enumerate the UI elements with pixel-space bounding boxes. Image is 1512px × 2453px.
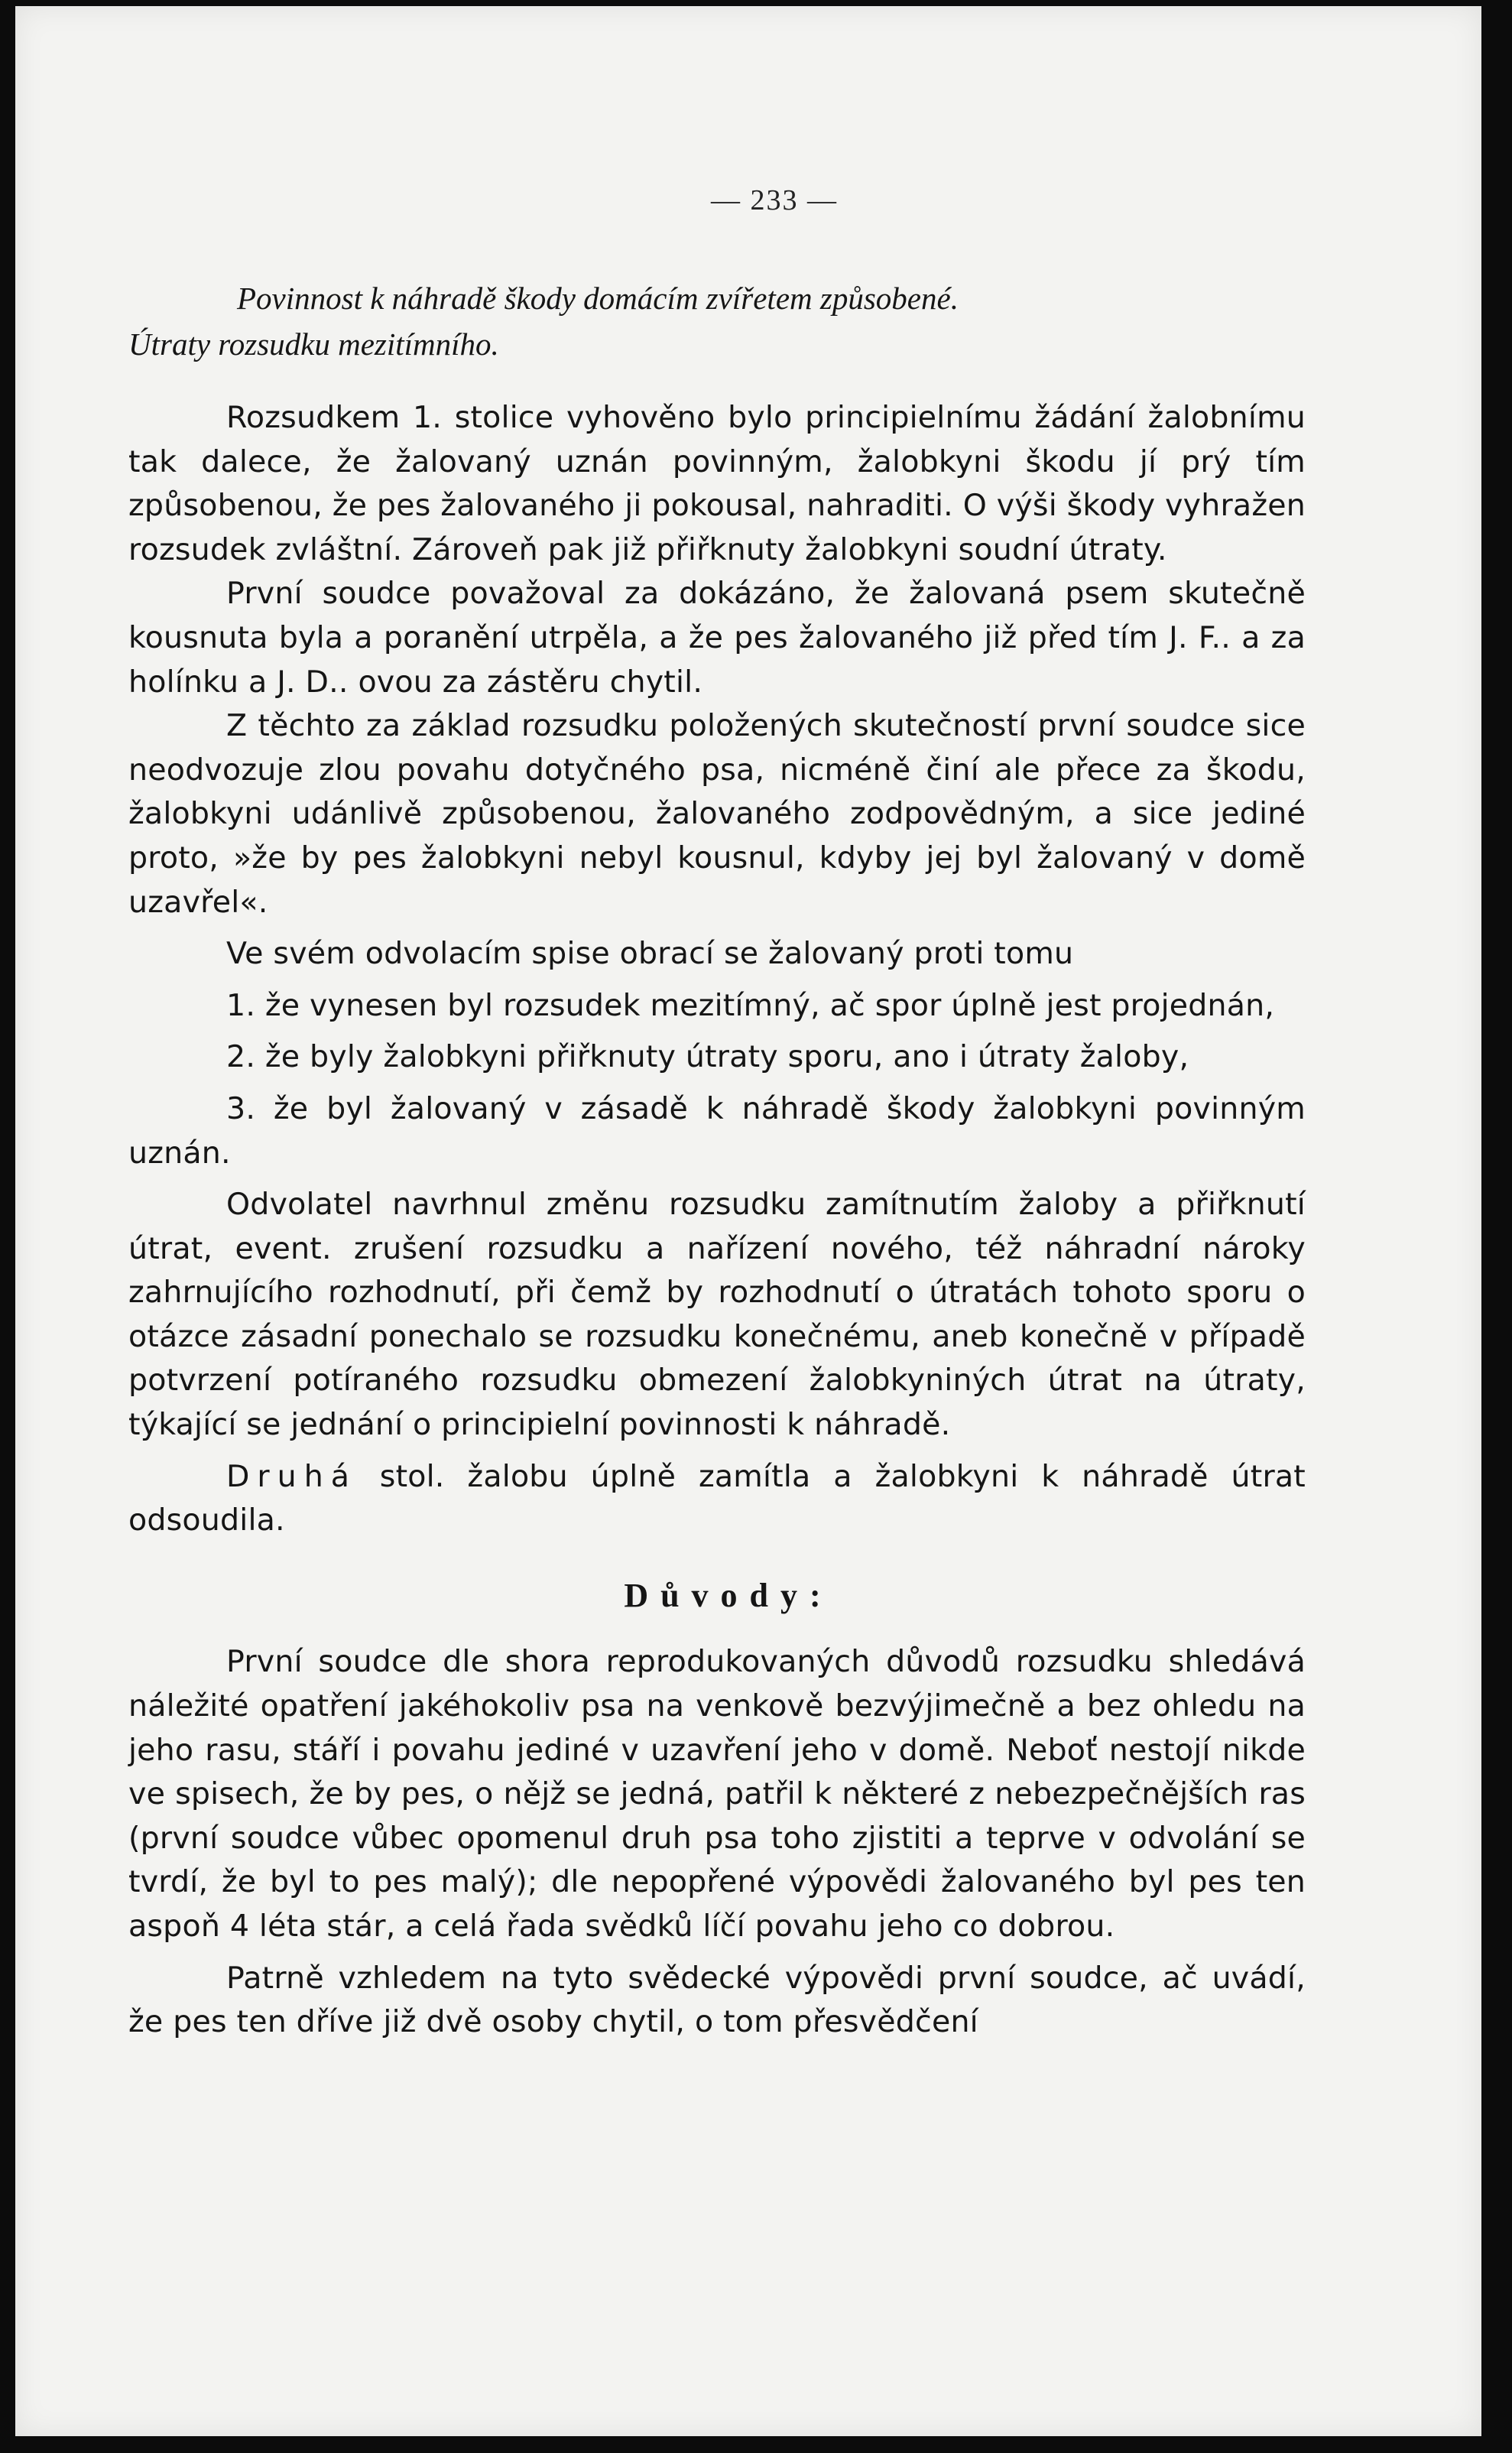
list-item: 3. že byl žalovaný v zásadě k náhradě škody žalobkyni povinným uznán. (128, 1090, 1306, 1171)
list-item: 1. že vynesen byl rozsudek mezitímný, ač spor úplně jest projednán, (226, 987, 1275, 1023)
paragraph: Rozsudkem 1. stolice vyhověno bylo principielnímu žádání žalobnímu tak dalece, že žalovaný uznán povinným, žalobkyni škodu jí prý tím způsobenou, že pes žalovaného ji pokousal, nahraditi. O výši škody vyhražen rozsudek zvláštní. Zároveň pak již přiřknuty žalobkyni soudní útraty. (128, 400, 1306, 567)
page-number: — 233 — (711, 184, 838, 216)
paragraph: První soudce dle shora reprodukovaných důvodů rozsudku shledává náležité opatření jakéhokoliv psa na venkově bezvýjimečně a bez ohledu na jeho rasu, stáří i povahu jediné v uzavření jeho v domě. Neboť nestojí nikde ve spisech, že by pes, o nějž se jedná, patřil k některé z nebezpečnějších ras (první soudce vůbec opomenul druh psa toho zjistiti a teprve v odvolání se tvrdí, že byl to pes malý); dle nepopřené výpovědi žalovaného byl pes ten aspoň 4 léta stár, a celá řada svědků líčí povahu jeho co dobrou. (128, 1644, 1306, 1944)
article-heading (128, 275, 1306, 367)
spaced-word: Druhá (226, 1458, 357, 1494)
list-item: 2. že byly žalobkyni přiřknuty útraty sporu, ano i útraty žaloby, (226, 1039, 1189, 1075)
heading-line-2: Útraty rozsudku mezitímního. (128, 327, 499, 362)
heading-line-1: Povinnost k náhradě škody domácím zvířetem způsobené. (237, 281, 959, 316)
paragraph: První soudce považoval za dokázáno, že žalovaná psem skutečně kousnuta byla a poranění utrpěla, a že pes žalovaného již před tím J. F.. a za holínku a J. D.. ovou za zástěru chytil. (128, 576, 1306, 700)
book-page (15, 6, 1481, 2436)
paragraph-second-instance (128, 1455, 1306, 1543)
paragraph: Z těchto za základ rozsudku položených skutečností první soudce sice neodvozuje zlou povahu dotyčného psa, nicméně činí ale přece za škodu, žalobkyni udánlivě způsobenou, žalovaného zodpovědným, a sice jediné proto, »že by pes žalobkyni nebyl kousnul, kdyby jej byl žalovaný v domě uzavřel«. (128, 708, 1306, 920)
paragraph: Patrně vzhledem na tyto svědecké výpovědi první soudce, ač uvádí, že pes ten dříve již dvě osoby chytil, o tom přesvědčení (128, 1960, 1306, 2040)
paragraph-text: stol. žalobu úplně zamítla a žalobkyni k náhradě útrat odsoudila. (128, 1458, 1306, 1538)
article-body (128, 396, 1306, 2045)
paragraph: Ve svém odvolacím spise obrací se žalovaný proti tomu (226, 936, 1074, 972)
paragraph: Odvolatel navrhnul změnu rozsudku zamítnutím žaloby a přiřknutí útrat, event. zrušení rozsudku a nařízení nového, též náhradní nároky zahrnujícího rozhodnutí, při čemž by rozhodnutí o útratách tohoto sporu o otázce zásadní ponechalo se rozsudku konečnému, aneb konečně v případě potvrzení potíraného rozsudku obmezení žalobkyniných útrat na útraty, týkající se jednání o principielní povinnosti k náhradě. (128, 1187, 1306, 1443)
section-title: Důvody: (624, 1576, 833, 1614)
